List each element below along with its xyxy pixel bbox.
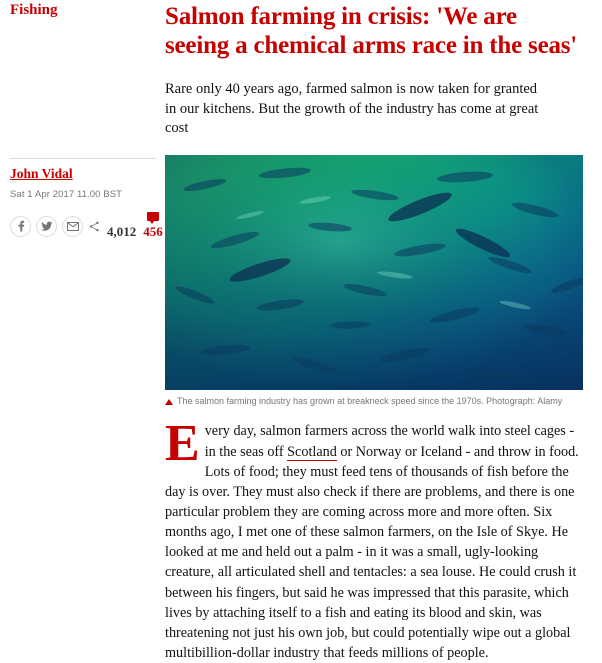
body-text-part-2: or Norway or Iceland - and throw in food. Lots of food; they must feed tens of thousands of fish before the day is over. They must also check if there are problems, and there is one particular problem they are coming across more and more often. Six months ago, I met one of these salmon farmers, on the Isle of Skye. He looked at me and held out a palm - in it was a small, ugly-looking creature, all articulated shell and tentacles: a sea louse. He could crush it between his fingers, but said he was impressed that this parasite, which lives by attaching itself to a fish and eating its blood and skin, was threatening not just his own job, but could potentially wipe out a global multibillion-dollar industry that feeds millions of people. (165, 443, 579, 662)
comment-count: 456 (143, 224, 163, 239)
byline-author-link[interactable]: John Vidal (10, 166, 73, 181)
page-title: Salmon farming in crisis: 'We are seeing a chemical arms race in the seas' (165, 3, 578, 59)
byline-block (10, 158, 163, 240)
section-link-fishing[interactable]: Fishing (10, 2, 58, 18)
share-row (10, 212, 163, 240)
inline-link-scotland[interactable]: Scotland (287, 443, 337, 460)
share-count: 4,012 (107, 224, 137, 239)
caption-triangle-icon (165, 399, 173, 405)
facebook-share-icon[interactable] (10, 216, 31, 237)
comment-count-block[interactable] (143, 212, 163, 240)
publish-timestamp: Sat 1 Apr 2017 11.00 BST (10, 189, 123, 200)
caption-text: The salmon farming industry has grown at breakneck speed since the 1970s. Photograph: Alamy (177, 395, 563, 406)
article-figure (165, 155, 585, 408)
twitter-share-icon[interactable] (36, 216, 57, 237)
main-image (165, 155, 583, 390)
share-count-block (107, 224, 136, 240)
body-text-part-1: very day, salmon farmers across the world walk into steel cages - in the seas off (204, 423, 575, 460)
article-body-paragraph (165, 415, 583, 663)
article-standfirst: Rare only 40 years ago, farmed salmon is now taken for granted in our kitchens. But the growth of the industry has come at great cost (165, 81, 539, 137)
email-share-icon[interactable] (62, 216, 83, 237)
comment-bubble-icon (147, 212, 159, 221)
counts-group (107, 212, 163, 240)
article-main-column (165, 0, 602, 662)
byline-divider (10, 158, 156, 159)
share-more-icon[interactable] (89, 216, 100, 237)
drop-cap: E (165, 415, 200, 473)
article-meta-column (0, 0, 165, 626)
figure-caption (165, 396, 583, 408)
